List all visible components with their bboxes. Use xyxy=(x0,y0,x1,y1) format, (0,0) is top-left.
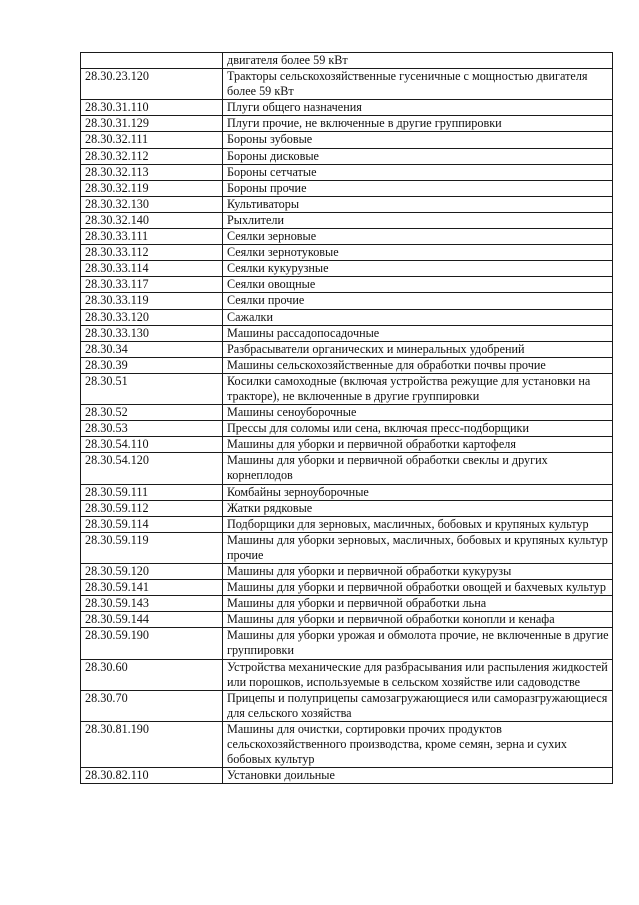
code-cell: 28.30.59.141 xyxy=(81,580,223,596)
code-cell xyxy=(81,53,223,69)
name-cell: Комбайны зерноуборочные xyxy=(223,484,613,500)
table-row xyxy=(81,148,613,164)
name-cell: Косилки самоходные (включая устройства режущие для установки на тракторе), не включенные в другие группировки xyxy=(223,373,613,404)
code-cell: 28.30.39 xyxy=(81,357,223,373)
table-row xyxy=(81,245,613,261)
table-row xyxy=(81,100,613,116)
code-cell: 28.30.59.144 xyxy=(81,612,223,628)
name-cell: Машины для уборки и первичной обработки конопли и кенафа xyxy=(223,612,613,628)
name-cell: Разбрасыватели органических и минеральных удобрений xyxy=(223,341,613,357)
name-cell: Машины для уборки и первичной обработки овощей и бахчевых культур xyxy=(223,580,613,596)
name-cell: Машины для уборки и первичной обработки картофеля xyxy=(223,437,613,453)
name-cell: Сеялки зерновые xyxy=(223,229,613,245)
name-cell: Сеялки зернотуковые xyxy=(223,245,613,261)
code-cell: 28.30.59.143 xyxy=(81,596,223,612)
code-cell: 28.30.31.129 xyxy=(81,116,223,132)
table-row xyxy=(81,277,613,293)
name-cell: Сажалки xyxy=(223,309,613,325)
table-row xyxy=(81,357,613,373)
table-row xyxy=(81,768,613,784)
name-cell: Рыхлители xyxy=(223,212,613,228)
code-cell: 28.30.33.111 xyxy=(81,229,223,245)
name-cell: Бороны прочие xyxy=(223,180,613,196)
code-cell: 28.30.52 xyxy=(81,405,223,421)
code-cell: 28.30.59.111 xyxy=(81,484,223,500)
code-cell: 28.30.32.113 xyxy=(81,164,223,180)
table-row xyxy=(81,580,613,596)
table-row xyxy=(81,53,613,69)
code-cell: 28.30.32.140 xyxy=(81,212,223,228)
name-cell: Прицепы и полуприцепы самозагружающиеся или саморазгружающиеся для сельского хозяйства xyxy=(223,690,613,721)
name-cell: Тракторы сельскохозяйственные гусеничные с мощностью двигателя более 59 кВт xyxy=(223,69,613,100)
code-cell: 28.30.60 xyxy=(81,659,223,690)
table-row xyxy=(81,116,613,132)
table-row xyxy=(81,309,613,325)
code-cell: 28.30.33.112 xyxy=(81,245,223,261)
name-cell: Бороны дисковые xyxy=(223,148,613,164)
code-cell: 28.30.33.117 xyxy=(81,277,223,293)
table-row xyxy=(81,612,613,628)
code-cell: 28.30.82.110 xyxy=(81,768,223,784)
code-cell: 28.30.33.119 xyxy=(81,293,223,309)
table-row xyxy=(81,132,613,148)
table-row xyxy=(81,261,613,277)
name-cell: Сеялки кукурузные xyxy=(223,261,613,277)
table-row xyxy=(81,341,613,357)
code-cell: 28.30.32.119 xyxy=(81,180,223,196)
table-row xyxy=(81,180,613,196)
code-cell: 28.30.34 xyxy=(81,341,223,357)
table-row xyxy=(81,532,613,563)
code-cell: 28.30.33.114 xyxy=(81,261,223,277)
code-cell: 28.30.59.114 xyxy=(81,516,223,532)
name-cell: Подборщики для зерновых, масличных, бобовых и крупяных культур xyxy=(223,516,613,532)
code-cell: 28.30.59.120 xyxy=(81,564,223,580)
table-row xyxy=(81,229,613,245)
code-cell: 28.30.59.119 xyxy=(81,532,223,563)
table-row xyxy=(81,437,613,453)
code-cell: 28.30.32.111 xyxy=(81,132,223,148)
code-cell: 28.30.33.130 xyxy=(81,325,223,341)
table-row xyxy=(81,373,613,404)
name-cell: Машины сеноуборочные xyxy=(223,405,613,421)
code-cell: 28.30.59.190 xyxy=(81,628,223,659)
table-row xyxy=(81,596,613,612)
code-cell: 28.30.32.130 xyxy=(81,196,223,212)
table-row xyxy=(81,690,613,721)
name-cell: Машины для очистки, сортировки прочих продуктов сельскохозяйственного производства, кроме семян, зерна и сухих бобовых культур xyxy=(223,721,613,767)
code-cell: 28.30.70 xyxy=(81,690,223,721)
table-row xyxy=(81,484,613,500)
name-cell: Культиваторы xyxy=(223,196,613,212)
code-cell: 28.30.59.112 xyxy=(81,500,223,516)
name-cell: Машины для уборки и первичной обработки свеклы и других корнеплодов xyxy=(223,453,613,484)
code-cell: 28.30.33.120 xyxy=(81,309,223,325)
name-cell: Прессы для соломы или сена, включая пресс-подборщики xyxy=(223,421,613,437)
table-row xyxy=(81,325,613,341)
name-cell: Машины сельскохозяйственные для обработки почвы прочие xyxy=(223,357,613,373)
name-cell: Машины рассадопосадочные xyxy=(223,325,613,341)
code-cell: 28.30.53 xyxy=(81,421,223,437)
name-cell: Сеялки прочие xyxy=(223,293,613,309)
table-row xyxy=(81,212,613,228)
name-cell: Бороны сетчатые xyxy=(223,164,613,180)
name-cell: Машины для уборки зерновых, масличных, бобовых и крупяных культур прочие xyxy=(223,532,613,563)
code-cell: 28.30.54.120 xyxy=(81,453,223,484)
table-row xyxy=(81,421,613,437)
table-row xyxy=(81,293,613,309)
code-cell: 28.30.51 xyxy=(81,373,223,404)
table-row xyxy=(81,659,613,690)
name-cell: Жатки рядковые xyxy=(223,500,613,516)
name-cell: Машины для уборки урожая и обмолота прочие, не включенные в другие группировки xyxy=(223,628,613,659)
table-row xyxy=(81,721,613,767)
name-cell: двигателя более 59 кВт xyxy=(223,53,613,69)
code-cell: 28.30.31.110 xyxy=(81,100,223,116)
table-row xyxy=(81,500,613,516)
name-cell: Плуги общего назначения xyxy=(223,100,613,116)
table-row xyxy=(81,453,613,484)
code-cell: 28.30.32.112 xyxy=(81,148,223,164)
table-row xyxy=(81,196,613,212)
name-cell: Бороны зубовые xyxy=(223,132,613,148)
name-cell: Плуги прочие, не включенные в другие группировки xyxy=(223,116,613,132)
table-row xyxy=(81,516,613,532)
name-cell: Устройства механические для разбрасывания или распыления жидкостей или порошков, используемые в сельском хозяйстве или садоводстве xyxy=(223,659,613,690)
table-row xyxy=(81,628,613,659)
classification-table-body xyxy=(81,53,613,784)
code-cell: 28.30.81.190 xyxy=(81,721,223,767)
name-cell: Машины для уборки и первичной обработки льна xyxy=(223,596,613,612)
name-cell: Сеялки овощные xyxy=(223,277,613,293)
classification-table xyxy=(80,52,613,784)
table-row xyxy=(81,69,613,100)
table-row xyxy=(81,405,613,421)
code-cell: 28.30.54.110 xyxy=(81,437,223,453)
table-row xyxy=(81,564,613,580)
table-row xyxy=(81,164,613,180)
name-cell: Установки доильные xyxy=(223,768,613,784)
code-cell: 28.30.23.120 xyxy=(81,69,223,100)
name-cell: Машины для уборки и первичной обработки кукурузы xyxy=(223,564,613,580)
